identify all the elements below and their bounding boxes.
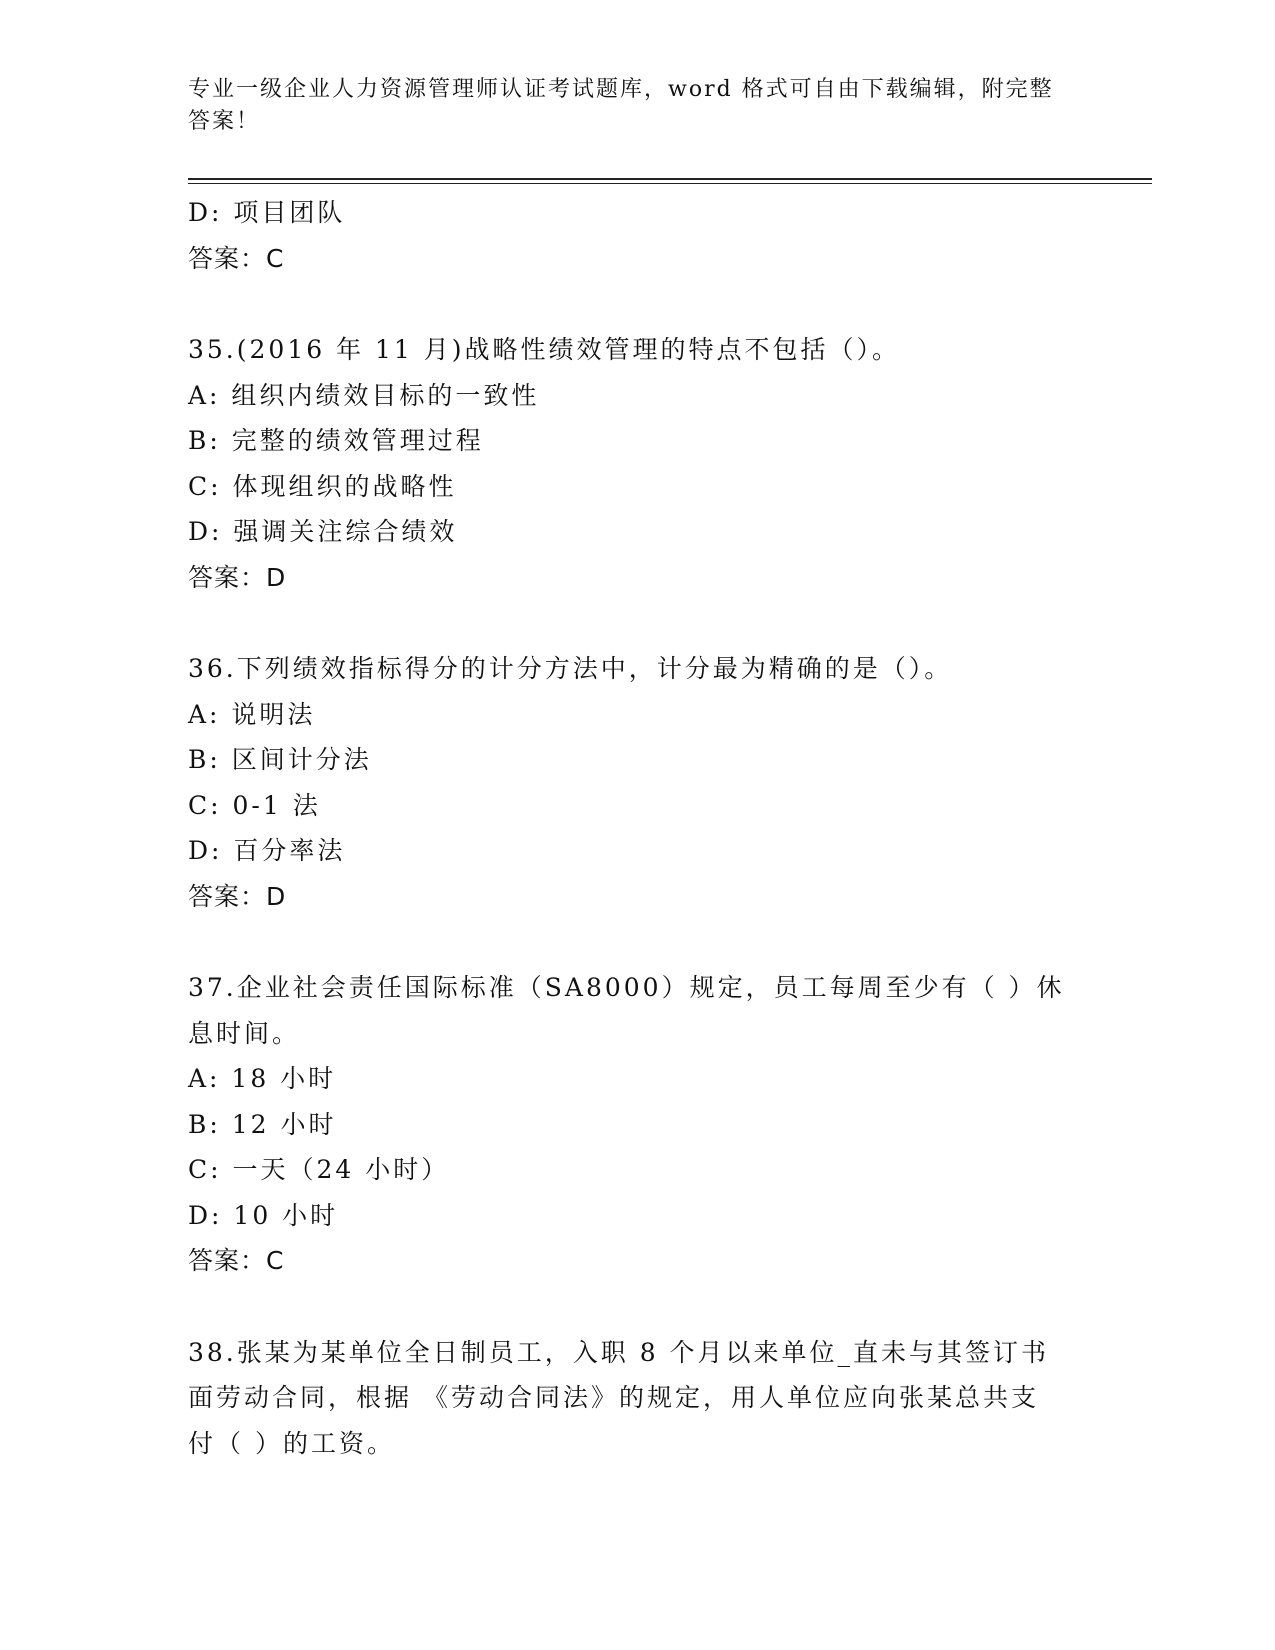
question-37 — [188, 965, 1088, 1284]
header-title-line-2: 答案！ — [188, 109, 261, 134]
option-b: B: 完整的绩效管理过程 — [188, 426, 484, 455]
question-stem: 36.下列绩效指标得分的计分方法中，计分最为精确的是（）。 — [188, 654, 953, 683]
option-c: C: 0-1 法 — [188, 790, 321, 820]
question-list — [188, 190, 1088, 1466]
option-d: D: 项目团队 — [188, 198, 346, 227]
question-stem-line-2: 息时间。 — [188, 1018, 301, 1048]
question-stem-line-1: 37.企业社会责任国际标准（SA8000）规定，员工每周至少有（ ）休 — [188, 973, 1065, 1002]
answer: 答案：C — [188, 243, 285, 273]
answer: 答案：C — [188, 1246, 285, 1275]
header-title-line-1: 专业一级企业人力资源管理师认证考试题库，word 格式可自由下载编辑，附完整 — [188, 77, 1054, 102]
question-stem-line-2: 面劳动合同，根据 《劳动合同法》的规定，用人单位应向张某总共支 — [188, 1383, 1039, 1412]
question-36 — [188, 646, 1088, 919]
question-35 — [188, 327, 1088, 600]
header-divider-thin — [188, 183, 1152, 184]
option-c: C: 一天（24 小时） — [188, 1155, 450, 1184]
option-b: B: 12 小时 — [188, 1109, 337, 1139]
answer: 答案：D — [188, 881, 287, 911]
option-d: D: 百分率法 — [188, 836, 346, 865]
question-stem-line-3: 付（ ）的工资。 — [188, 1428, 395, 1458]
document-header — [188, 74, 1088, 138]
question-stem-line-1: 38.张某为某单位全日制员工，入职 8 个月以来单位_直未与其签订书 — [188, 1337, 1050, 1367]
option-d: D: 10 小时 — [188, 1200, 339, 1230]
option-a: A: 18 小时 — [188, 1064, 337, 1093]
question-38 — [188, 1330, 1088, 1467]
question-34-tail — [188, 190, 1088, 281]
option-d: D: 强调关注综合绩效 — [188, 517, 458, 546]
option-a: A: 组织内绩效目标的一致性 — [188, 380, 540, 410]
header-divider-thick — [188, 178, 1152, 180]
answer: 答案：D — [188, 562, 287, 592]
option-c: C: 体现组织的战略性 — [188, 471, 457, 501]
option-a: A: 说明法 — [188, 699, 316, 729]
option-b: B: 区间计分法 — [188, 745, 372, 774]
question-stem: 35.(2016 年 11 月)战略性绩效管理的特点不包括（）。 — [188, 335, 901, 364]
